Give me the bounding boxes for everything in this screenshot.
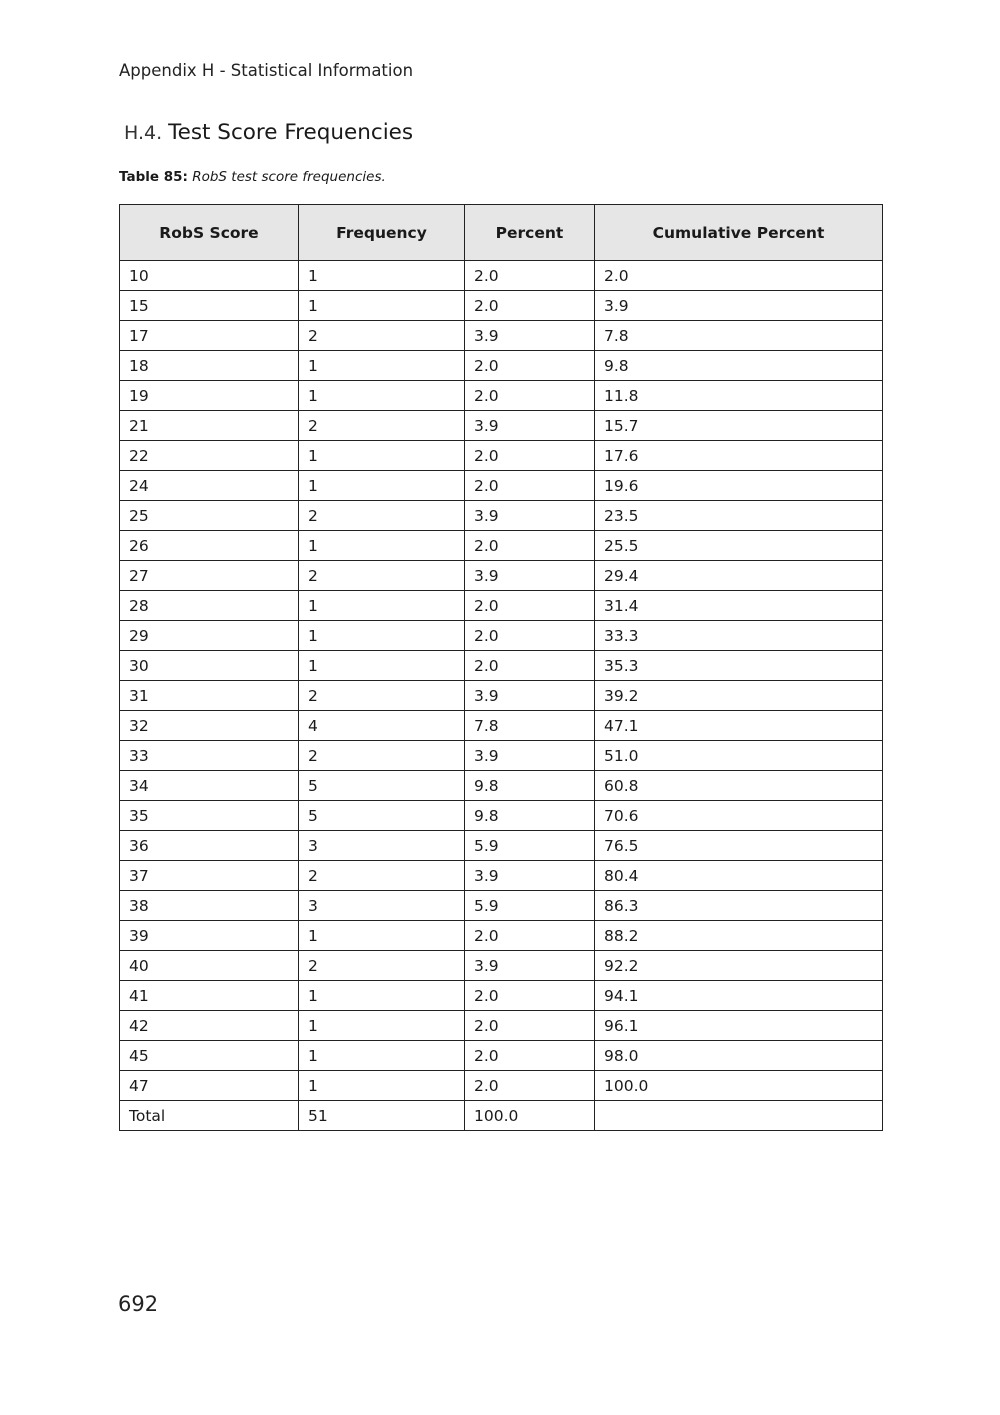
- robs-score-cell: 37: [120, 861, 299, 891]
- frequency-cell: 4: [299, 711, 465, 741]
- table-row: [120, 891, 883, 921]
- robs-score-cell: 31: [120, 681, 299, 711]
- cumulative-percent-cell: 80.4: [595, 861, 883, 891]
- table-body: [120, 261, 883, 1131]
- percent-cell: 2.0: [465, 531, 595, 561]
- percent-cell: 5.9: [465, 891, 595, 921]
- cumulative-percent-cell: [595, 1101, 883, 1131]
- percent-cell: 3.9: [465, 681, 595, 711]
- table-row: [120, 1101, 883, 1131]
- frequency-cell: 2: [299, 681, 465, 711]
- robs-score-cell: 28: [120, 591, 299, 621]
- robs-score-cell: 29: [120, 621, 299, 651]
- frequency-cell: 1: [299, 1011, 465, 1041]
- frequency-cell: 1: [299, 921, 465, 951]
- table-row: [120, 921, 883, 951]
- robs-score-cell: 45: [120, 1041, 299, 1071]
- table-row: [120, 741, 883, 771]
- percent-cell: 2.0: [465, 591, 595, 621]
- cumulative-percent-cell: 3.9: [595, 291, 883, 321]
- cumulative-percent-cell: 25.5: [595, 531, 883, 561]
- table-row: [120, 831, 883, 861]
- robs-score-cell: 42: [120, 1011, 299, 1041]
- table-row: [120, 1071, 883, 1101]
- percent-cell: 3.9: [465, 321, 595, 351]
- cumulative-percent-cell: 17.6: [595, 441, 883, 471]
- cumulative-percent-cell: 33.3: [595, 621, 883, 651]
- percent-cell: 2.0: [465, 381, 595, 411]
- percent-cell: 3.9: [465, 951, 595, 981]
- cumulative-percent-cell: 23.5: [595, 501, 883, 531]
- running-header: Appendix H - Statistical Information: [119, 61, 414, 80]
- cumulative-percent-cell: 76.5: [595, 831, 883, 861]
- robs-score-cell: 24: [120, 471, 299, 501]
- table-row: [120, 501, 883, 531]
- percent-cell: 2.0: [465, 621, 595, 651]
- robs-score-cell: 47: [120, 1071, 299, 1101]
- robs-score-cell: 34: [120, 771, 299, 801]
- robs-score-cell: 35: [120, 801, 299, 831]
- frequency-cell: 1: [299, 1041, 465, 1071]
- percent-cell: 2.0: [465, 441, 595, 471]
- table-row: [120, 651, 883, 681]
- cumulative-percent-cell: 19.6: [595, 471, 883, 501]
- percent-cell: 2.0: [465, 1041, 595, 1071]
- frequency-cell: 1: [299, 471, 465, 501]
- cumulative-percent-cell: 70.6: [595, 801, 883, 831]
- cumulative-percent-cell: 51.0: [595, 741, 883, 771]
- cumulative-percent-cell: 7.8: [595, 321, 883, 351]
- robs-score-cell: 36: [120, 831, 299, 861]
- table-caption-text: RobS test score frequencies.: [192, 169, 386, 185]
- cumulative-percent-cell: 86.3: [595, 891, 883, 921]
- cumulative-percent-cell: 9.8: [595, 351, 883, 381]
- table-row: [120, 591, 883, 621]
- table-row: [120, 351, 883, 381]
- frequency-cell: 5: [299, 801, 465, 831]
- frequency-cell: 2: [299, 561, 465, 591]
- table-row: [120, 441, 883, 471]
- cumulative-percent-cell: 39.2: [595, 681, 883, 711]
- table-header-row: [120, 205, 883, 261]
- cumulative-percent-cell: 2.0: [595, 261, 883, 291]
- percent-cell: 5.9: [465, 831, 595, 861]
- frequency-cell: 1: [299, 591, 465, 621]
- frequency-cell: 2: [299, 411, 465, 441]
- frequency-cell: 3: [299, 891, 465, 921]
- frequency-table: [119, 204, 883, 1131]
- robs-score-cell: 22: [120, 441, 299, 471]
- frequency-cell: 1: [299, 381, 465, 411]
- column-header-robs-score: RobS Score: [120, 205, 299, 261]
- table-row: [120, 861, 883, 891]
- table-row: [120, 621, 883, 651]
- frequency-cell: 51: [299, 1101, 465, 1131]
- percent-cell: 2.0: [465, 261, 595, 291]
- percent-cell: 2.0: [465, 921, 595, 951]
- cumulative-percent-cell: 60.8: [595, 771, 883, 801]
- percent-cell: 2.0: [465, 651, 595, 681]
- cumulative-percent-cell: 11.8: [595, 381, 883, 411]
- robs-score-cell: 15: [120, 291, 299, 321]
- robs-score-cell: 30: [120, 651, 299, 681]
- cumulative-percent-cell: 35.3: [595, 651, 883, 681]
- robs-score-cell: 25: [120, 501, 299, 531]
- table-row: [120, 471, 883, 501]
- robs-score-cell: 21: [120, 411, 299, 441]
- frequency-cell: 1: [299, 441, 465, 471]
- table-row: [120, 321, 883, 351]
- column-header-frequency: Frequency: [299, 205, 465, 261]
- frequency-cell: 1: [299, 1071, 465, 1101]
- robs-score-cell: Total: [120, 1101, 299, 1131]
- frequency-cell: 2: [299, 741, 465, 771]
- robs-score-cell: 40: [120, 951, 299, 981]
- column-header-cumulative-percent: Cumulative Percent: [595, 205, 883, 261]
- page-number: 692: [118, 1292, 159, 1316]
- percent-cell: 100.0: [465, 1101, 595, 1131]
- table-row: [120, 711, 883, 741]
- table-row: [120, 981, 883, 1011]
- cumulative-percent-cell: 31.4: [595, 591, 883, 621]
- frequency-cell: 1: [299, 651, 465, 681]
- cumulative-percent-cell: 88.2: [595, 921, 883, 951]
- frequency-cell: 3: [299, 831, 465, 861]
- cumulative-percent-cell: 98.0: [595, 1041, 883, 1071]
- cumulative-percent-cell: 96.1: [595, 1011, 883, 1041]
- table-row: [120, 1011, 883, 1041]
- column-header-percent: Percent: [465, 205, 595, 261]
- table-row: [120, 561, 883, 591]
- frequency-cell: 1: [299, 261, 465, 291]
- table-row: [120, 801, 883, 831]
- percent-cell: 3.9: [465, 861, 595, 891]
- frequency-cell: 2: [299, 321, 465, 351]
- table-row: [120, 681, 883, 711]
- table-caption: [119, 169, 386, 185]
- robs-score-cell: 41: [120, 981, 299, 1011]
- section-title: Test Score Frequencies: [168, 120, 414, 145]
- frequency-cell: 2: [299, 951, 465, 981]
- cumulative-percent-cell: 100.0: [595, 1071, 883, 1101]
- frequency-cell: 1: [299, 351, 465, 381]
- robs-score-cell: 26: [120, 531, 299, 561]
- robs-score-cell: 38: [120, 891, 299, 921]
- robs-score-cell: 33: [120, 741, 299, 771]
- percent-cell: 2.0: [465, 291, 595, 321]
- table-row: [120, 411, 883, 441]
- frequency-cell: 2: [299, 861, 465, 891]
- frequency-cell: 2: [299, 501, 465, 531]
- robs-score-cell: 17: [120, 321, 299, 351]
- robs-score-cell: 39: [120, 921, 299, 951]
- percent-cell: 3.9: [465, 411, 595, 441]
- frequency-cell: 5: [299, 771, 465, 801]
- percent-cell: 2.0: [465, 471, 595, 501]
- percent-cell: 3.9: [465, 741, 595, 771]
- robs-score-cell: 32: [120, 711, 299, 741]
- cumulative-percent-cell: 47.1: [595, 711, 883, 741]
- percent-cell: 3.9: [465, 561, 595, 591]
- cumulative-percent-cell: 92.2: [595, 951, 883, 981]
- percent-cell: 2.0: [465, 351, 595, 381]
- table-row: [120, 381, 883, 411]
- table-row: [120, 771, 883, 801]
- frequency-cell: 1: [299, 981, 465, 1011]
- cumulative-percent-cell: 15.7: [595, 411, 883, 441]
- table-row: [120, 951, 883, 981]
- percent-cell: 9.8: [465, 801, 595, 831]
- table-caption-label: Table 85:: [119, 169, 188, 185]
- percent-cell: 9.8: [465, 771, 595, 801]
- table-row: [120, 291, 883, 321]
- frequency-cell: 1: [299, 621, 465, 651]
- frequency-cell: 1: [299, 531, 465, 561]
- percent-cell: 2.0: [465, 1071, 595, 1101]
- cumulative-percent-cell: 94.1: [595, 981, 883, 1011]
- table-row: [120, 261, 883, 291]
- table-row: [120, 1041, 883, 1071]
- robs-score-cell: 27: [120, 561, 299, 591]
- robs-score-cell: 19: [120, 381, 299, 411]
- percent-cell: 3.9: [465, 501, 595, 531]
- robs-score-cell: 18: [120, 351, 299, 381]
- table-row: [120, 531, 883, 561]
- percent-cell: 7.8: [465, 711, 595, 741]
- cumulative-percent-cell: 29.4: [595, 561, 883, 591]
- section-number: H.4.: [124, 122, 163, 144]
- section-heading: [124, 120, 413, 145]
- frequency-cell: 1: [299, 291, 465, 321]
- robs-score-cell: 10: [120, 261, 299, 291]
- percent-cell: 2.0: [465, 981, 595, 1011]
- percent-cell: 2.0: [465, 1011, 595, 1041]
